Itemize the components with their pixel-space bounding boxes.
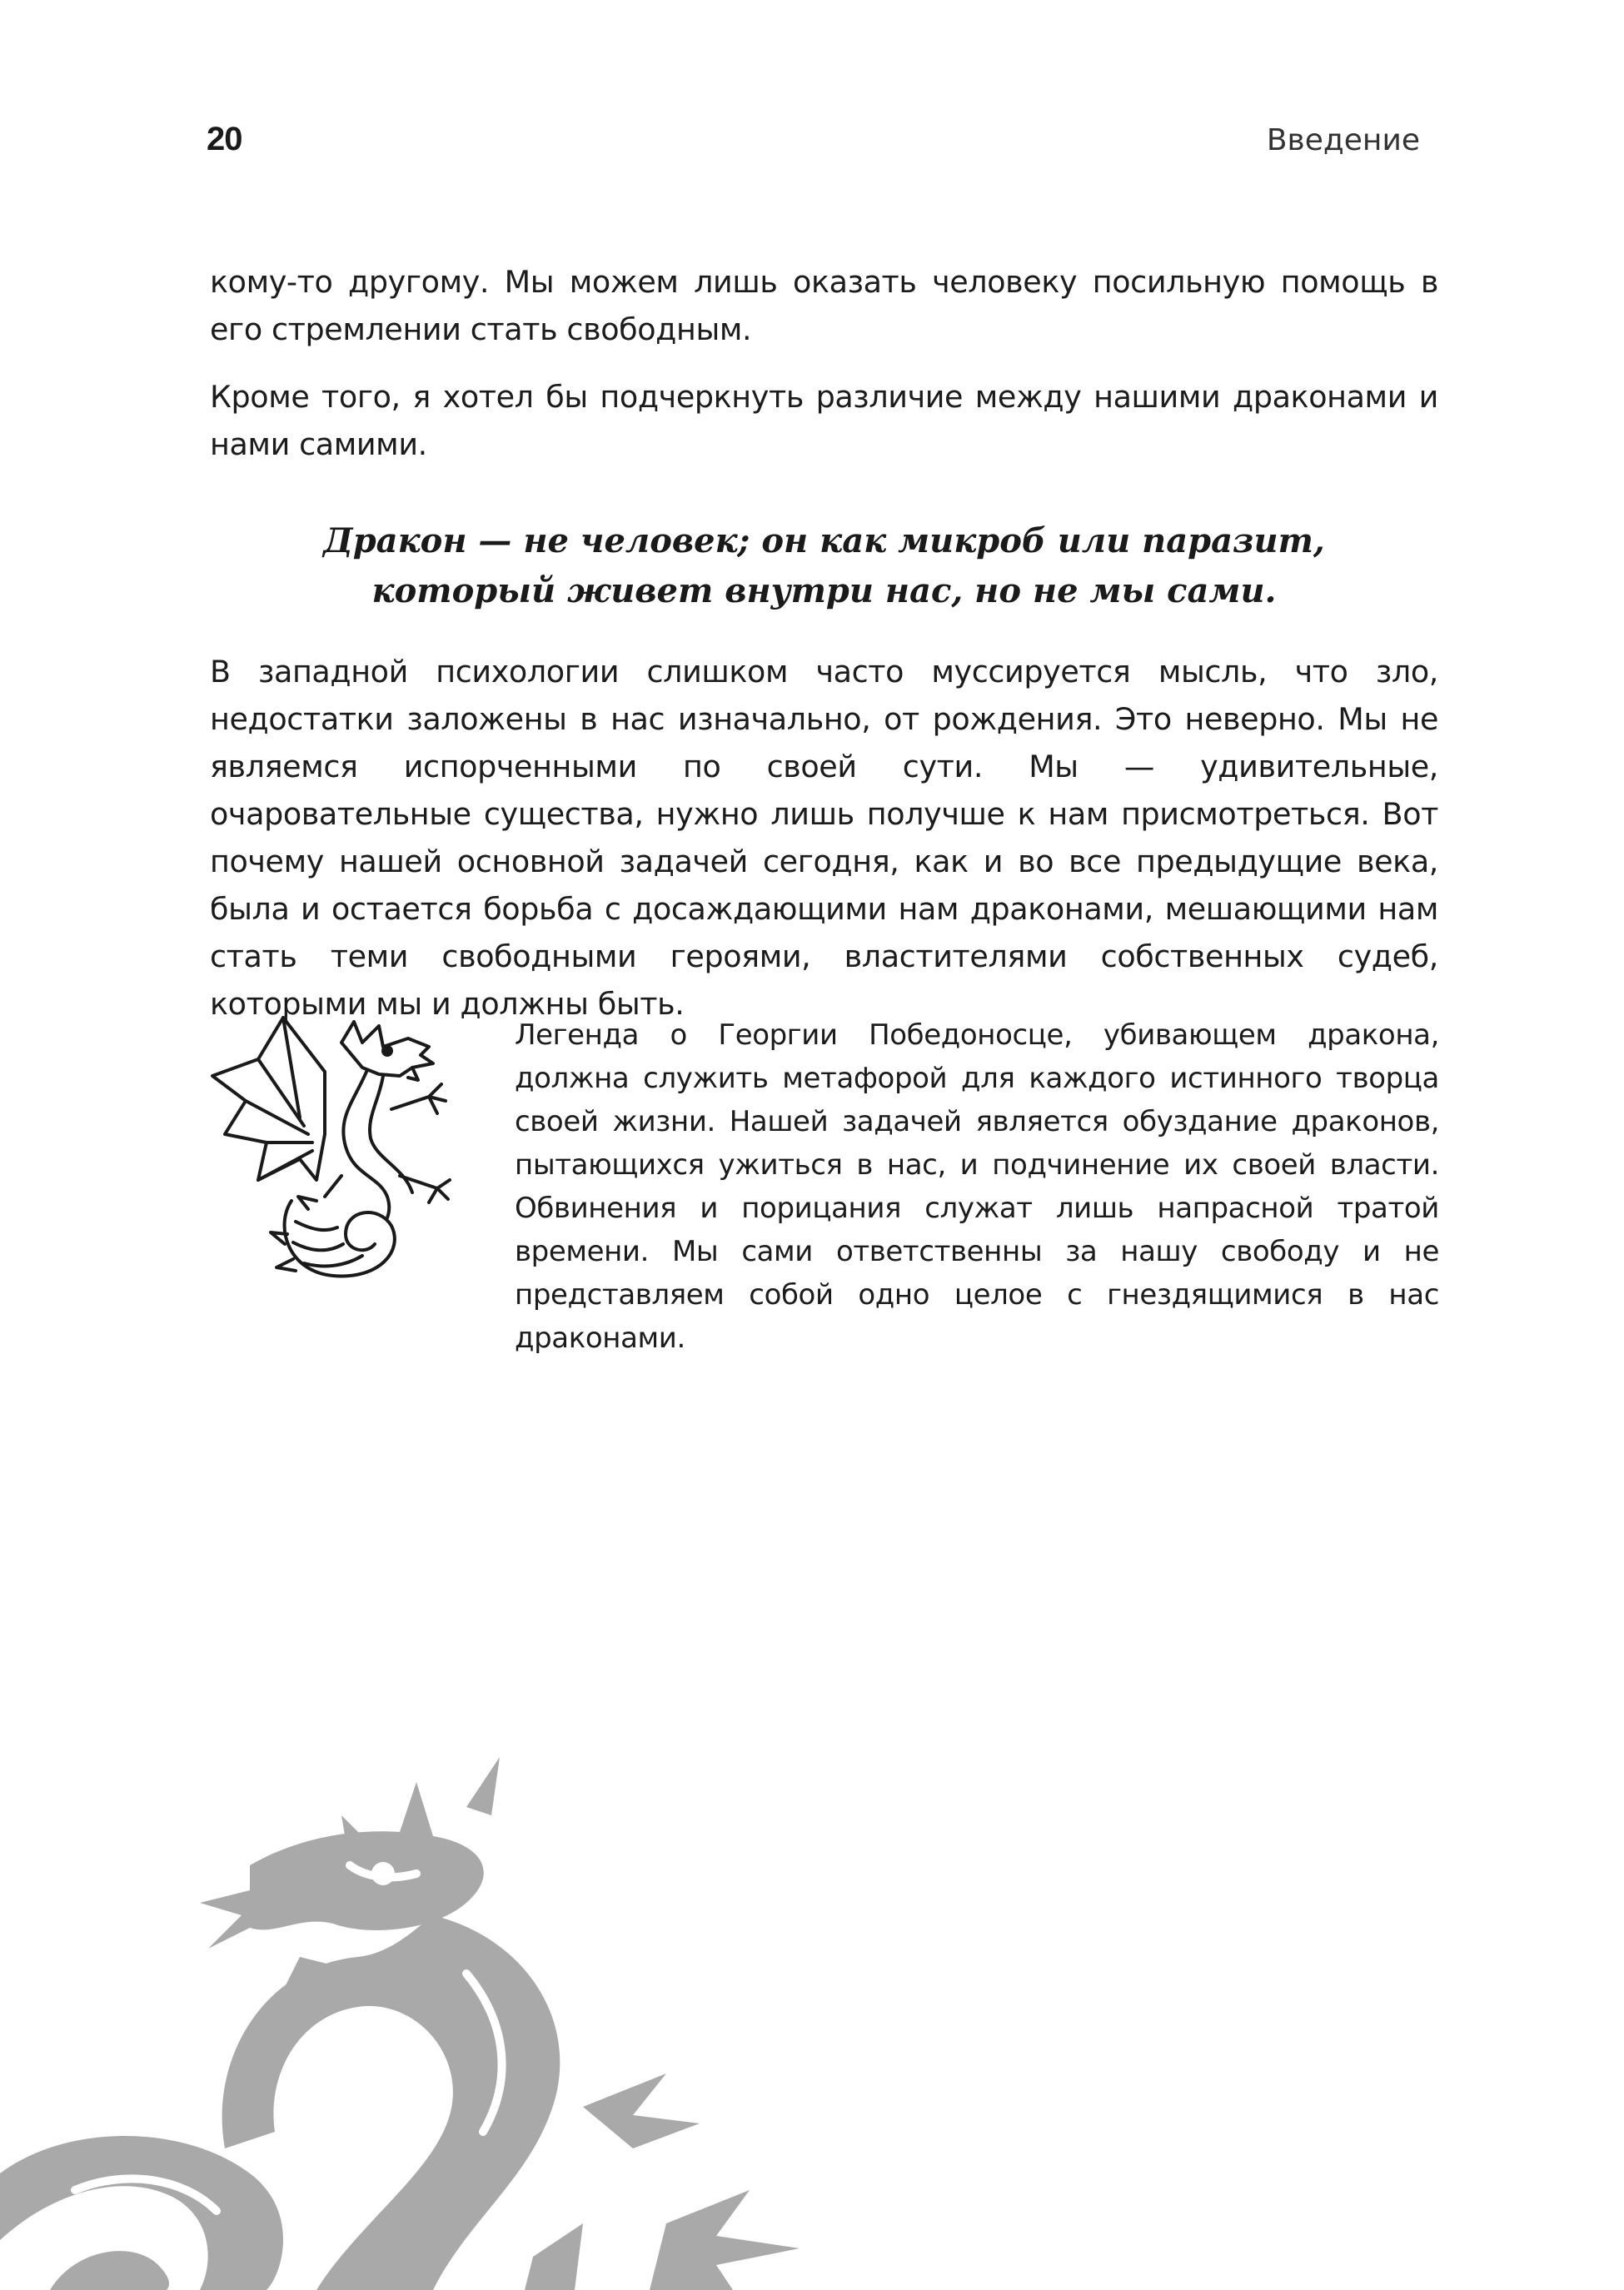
aside-text: Легенда о Георгии Победоносце, убивающем дракона, должна служить метафорой для каждого истинного творца своей жизни. Нашей задачей является обуздание драконов, пытающихся ужиться в нас, и подчинение их своей власти. Обвинения и порицания служат лишь напрасной тратой времени. Мы сами ответственны за нашу свободу и не представляем собой одно целое с гнездящимися в нас драконами. bbox=[515, 1018, 1439, 1355]
paragraph-3: В западной психологии слишком часто муссируется мысль, что зло, недостатки заложены в нас изначально, от рождения. Это неверно. Мы не являемся испорченными по своей сути. Мы — удивительные, очаровательные существа, нужно лишь получше к нам присмотреться. Вот почему нашей основной задачей сегодня, как и во все предыдущие века, была и остается борьба с досаждающими нам драконами, мешающими нам стать теми свободными героями, властителями собственных судеб, которыми мы и должны быть. bbox=[210, 654, 1438, 1022]
pull-quote-line-2: который живет внутри нас, но не мы сами. bbox=[371, 571, 1277, 610]
paragraph-2: Кроме того, я хотел бы подчеркнуть различие между нашими драконами и нами самими. bbox=[210, 379, 1438, 462]
paragraph-1: кому-то другому. Мы можем лишь оказать человеку посильную помощь в его стремлении стать свободным. bbox=[210, 264, 1438, 347]
winged-dragon-icon bbox=[200, 1009, 483, 1292]
page-number: 20 bbox=[207, 121, 242, 157]
serpent-dragon-watermark-icon bbox=[0, 1757, 933, 2290]
pull-quote-line-1: Дракон — не человек; он как микроб или паразит, bbox=[323, 521, 1325, 560]
running-head: Введение bbox=[1266, 123, 1420, 157]
pull-quote bbox=[210, 516, 1438, 616]
